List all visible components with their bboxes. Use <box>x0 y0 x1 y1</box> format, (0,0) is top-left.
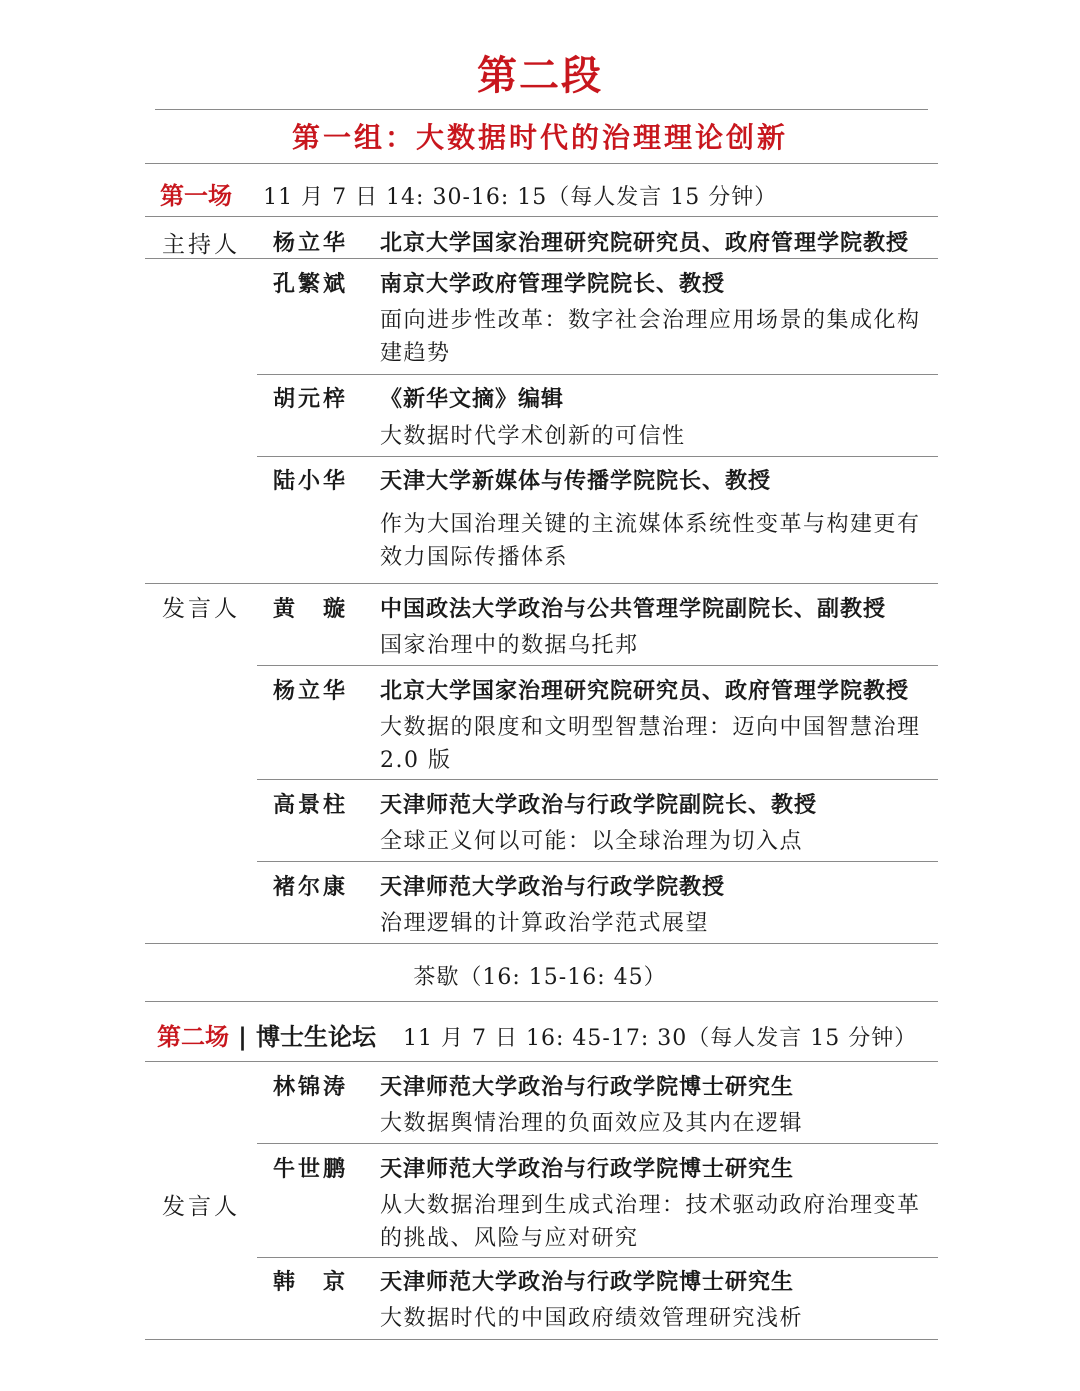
speaker-affiliation: 天津师范大学政治与行政学院教授 <box>380 874 726 900</box>
session2-forum: 博士生论坛 <box>255 1023 376 1051</box>
speaker-affiliation: 《新华文摘》编辑 <box>380 386 565 412</box>
speaker-affiliation: 北京大学国家治理研究院研究员、政府管理学院教授 <box>380 678 910 704</box>
speaker-affiliation: 天津师范大学政治与行政学院副院长、教授 <box>380 792 818 818</box>
speech-topic: 大数据时代学术创新的可信性 <box>380 424 686 449</box>
speech-topic: 大数据舆情治理的负面效应及其内在逻辑 <box>380 1111 804 1136</box>
speech-topic: 大数据时代的中国政府绩效管理研究浅析 <box>380 1306 804 1331</box>
divider <box>145 1061 938 1062</box>
speech-topic: 从大数据治理到生成式治理：技术驱动政府治理变革的挑战、风险与应对研究 <box>380 1193 921 1251</box>
speaker-name: 陆小华 <box>273 468 349 494</box>
divider <box>145 1339 938 1340</box>
speaker-name: 牛世鹏 <box>273 1156 349 1182</box>
speaker-name: 高景柱 <box>273 792 349 818</box>
speaker-name: 林锦涛 <box>273 1074 349 1100</box>
title-divider <box>155 109 928 110</box>
session1-label: 第一场 <box>160 182 232 210</box>
divider <box>257 665 938 666</box>
speaker-role: 发言人 <box>162 1194 240 1220</box>
divider <box>257 861 938 862</box>
speaker-affiliation: 天津师范大学政治与行政学院博士研究生 <box>380 1269 795 1295</box>
speaker-role: 发言人 <box>162 596 240 622</box>
divider <box>257 374 938 375</box>
host-affiliation: 北京大学国家治理研究院研究员、政府管理学院教授 <box>380 230 910 256</box>
speech-topic: 全球正义何以可能：以全球治理为切入点 <box>380 829 804 854</box>
speaker-affiliation: 中国政法大学政治与公共管理学院副院长、副教授 <box>380 596 887 622</box>
divider <box>257 1143 938 1144</box>
speech-topic: 面向进步性改革：数字社会治理应用场景的集成化构建趋势 <box>380 308 921 366</box>
divider <box>145 258 938 259</box>
divider <box>145 1001 938 1002</box>
divider <box>145 163 938 164</box>
host-name: 杨立华 <box>273 230 349 256</box>
session2-separator: | <box>238 1023 247 1051</box>
host-role: 主持人 <box>162 232 240 258</box>
divider <box>145 583 938 584</box>
speech-topic: 大数据的限度和文明型智慧治理：迈向中国智慧治理 2.0 版 <box>380 715 921 773</box>
speaker-affiliation: 天津师范大学政治与行政学院博士研究生 <box>380 1156 795 1182</box>
speech-topic: 国家治理中的数据乌托邦 <box>380 633 639 658</box>
speaker-name: 胡元梓 <box>273 386 349 412</box>
divider <box>257 456 938 457</box>
group-subtitle: 第一组：大数据时代的治理理论创新 <box>291 121 788 154</box>
session2-label: 第二场 <box>157 1023 229 1051</box>
divider <box>145 216 938 217</box>
speech-topic: 作为大国治理关键的主流媒体系统性变革与构建更有效力国际传播体系 <box>380 512 921 570</box>
session2-time: 11 月 7 日 16: 45-17: 30（每人发言 15 分钟） <box>403 1026 918 1051</box>
speaker-name: 黄 璇 <box>273 596 349 622</box>
speaker-affiliation: 南京大学政府管理学院院长、教授 <box>380 271 726 297</box>
speaker-affiliation: 天津大学新媒体与传播学院院长、教授 <box>380 468 772 494</box>
speaker-name: 褚尔康 <box>273 874 349 900</box>
session1-time: 11 月 7 日 14: 30-16: 15（每人发言 15 分钟） <box>263 185 778 210</box>
speaker-name: 孔繁斌 <box>273 271 349 297</box>
divider <box>257 779 938 780</box>
page-title: 第二段 <box>477 52 603 99</box>
session2-header <box>157 1017 917 1052</box>
speaker-name: 杨立华 <box>273 678 349 704</box>
divider <box>145 943 938 944</box>
divider <box>257 1257 938 1258</box>
speaker-affiliation: 天津师范大学政治与行政学院博士研究生 <box>380 1074 795 1100</box>
tea-break: 茶歇（16: 15-16: 45） <box>413 965 667 990</box>
speech-topic: 治理逻辑的计算政治学范式展望 <box>380 911 710 936</box>
speaker-name: 韩 京 <box>273 1269 349 1295</box>
session1-header <box>160 176 777 211</box>
